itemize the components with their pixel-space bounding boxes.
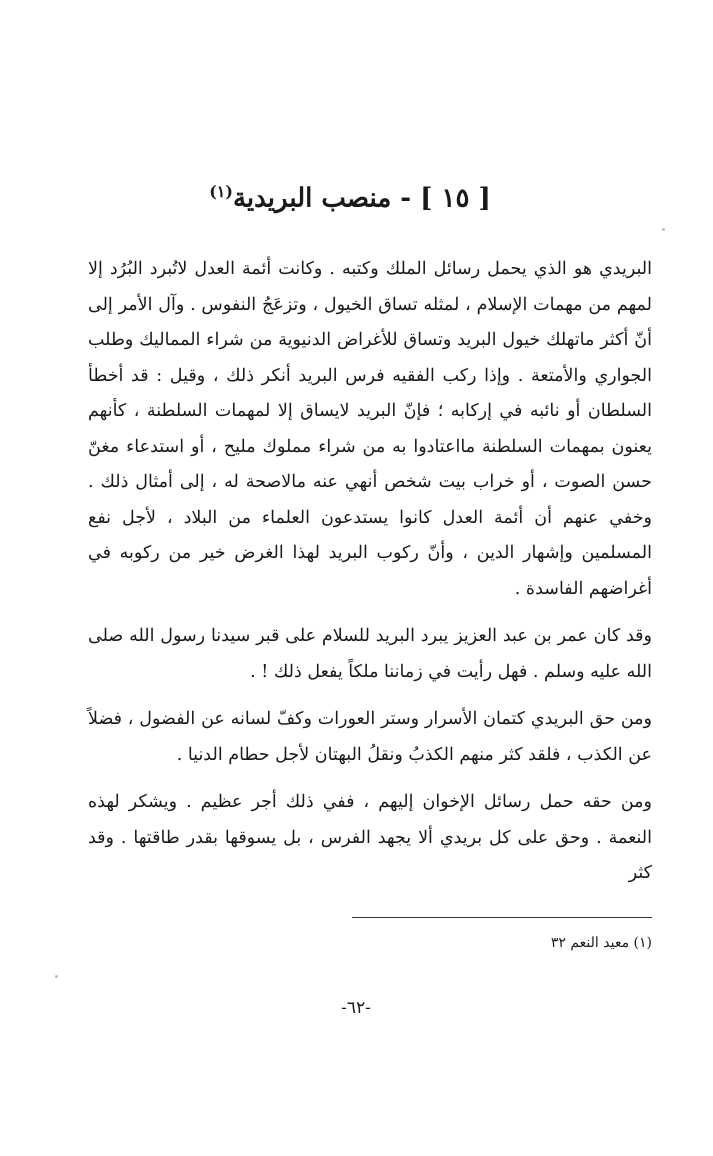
- scan-speck: [55, 975, 58, 978]
- footnote-reference-mark: (١): [209, 182, 233, 201]
- page-number: -٦٢-: [341, 998, 371, 1018]
- scan-speck: [662, 228, 665, 231]
- chapter-heading: [180, 172, 520, 219]
- footnote-divider: [352, 917, 652, 918]
- paragraph-2: وقد كان عمر بن عبد العزيز يبرد البريد للسلام على قبر سيدنا رسول الله صلى الله عليه وسلم . فهل رأيت في زماننا ملكاً يفعل ذلك ! .: [88, 626, 652, 682]
- paragraph-1: البريدي هو الذي يحمل رسائل الملك وكتبه . وكانت أئمة العدل لاتُبرد البُرُد إلا لمهم من مهمات الإسلام ، لمثله تساق الخيول ، وتزعَجُ النفوس . وآل الأمر إلى أنّ أكثر ماتهلك خيول البريد وتساق للأغراض الدنيوية من شراء المماليك وطلب الجواري والأمتعة . وإذا ركب الفقيه فرس البريد أنكر ذلك ، وقيل : قد أخطأ السلطان أو نائبه في إركابه ؛ فإنّ البريد لايساق إلا لمهمات السلطنة ، كأنهم يعنون بمهمات السلطنة مااعتادوا به من شراء مملوك مليح ، أو استدعاء مغنّ حسن الصوت ، أو خراب بيت شخص أنهي عنه مالاصحة له ، إلى أمثال ذلك . وخفي عنهم أن أئمة العدل كانوا يستدعون العلماء من البلاد ، لأجل نفع المسلمين وإشهار الدين ، وأنّ ركوب البريد لهذا الغرض خير من ركوبه في أغراضهم الفاسدة .: [88, 259, 652, 599]
- paragraph-4: ومن حقه حمل رسائل الإخوان إليهم ، ففي ذلك أجر عظيم . ويشكر لهذه النعمة . وحق على كل بريدي ألا يجهد الفرس ، بل يسوقها بقدر طاقتها . وقد كثر: [88, 792, 652, 883]
- chapter-heading-text: [ ١٥ ] - منصب البريدية: [232, 183, 491, 214]
- paragraph-3: ومن حق البريدي كتمان الأسرار وستر العورات وكفّ لسانه عن الفضول ، فضلاً عن الكذب ، فلقد كثر منهم الكذبُ ونقلُ البهتان لأجل حطام الدنيا .: [88, 709, 652, 765]
- footnote: (١) معيد النعم ٣٢: [550, 935, 652, 951]
- body-text: [88, 252, 652, 892]
